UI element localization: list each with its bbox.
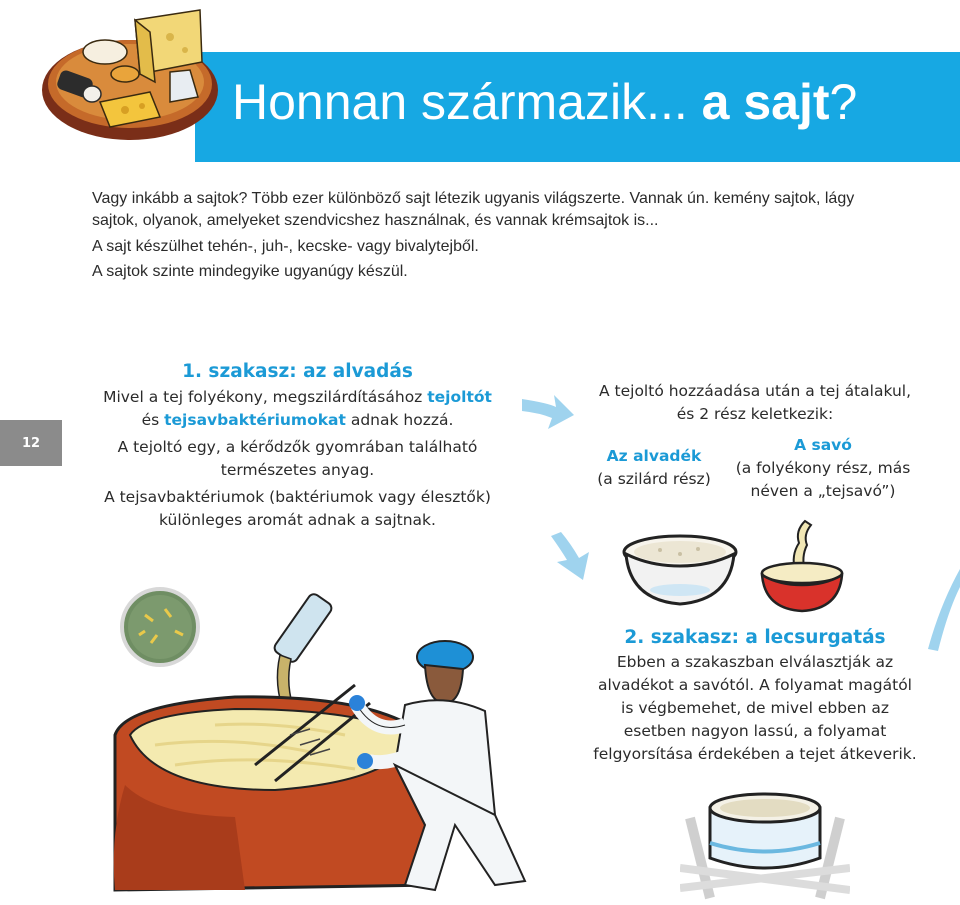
stage1-line: természetes anyag. [220, 461, 375, 479]
cheesemaker-illustration [95, 585, 565, 900]
stage2-line: alvadékot a savótól. A folyamat magától [598, 676, 912, 694]
curd-title: Az alvadék [606, 447, 702, 465]
bacteria-term: tejsavbaktériumokat [164, 411, 346, 429]
curd-desc: (a szilárd rész) [597, 470, 711, 488]
rennet-term: tejoltót [427, 388, 492, 406]
stage1-line: A tejoltó egy, a kérődzők gyomrában található [117, 438, 478, 456]
intro-line: Vagy inkább a sajtok? Több ezer különböző sajt létezik ugyanis világszerte. Vannak ún. kemény sajtok, lágy [92, 190, 855, 207]
stage1-heading: 1. szakasz: az alvadás [182, 361, 413, 382]
stage1-line: Mivel a tej folyékony, megszilárdításához tejoltót [103, 388, 492, 406]
intro-line: sajtok, olyanok, amelyeket szendvicshez használnak, és vannak krémsajtok is... [92, 212, 659, 229]
stage2-line: Ebben a szakaszban elválasztják az [616, 653, 894, 671]
stage2-block [590, 625, 920, 766]
result-line: A tejoltó hozzáadása után a tej átalakul, [599, 382, 911, 400]
stage1-line: és tejsavbaktériumokat adnak hozzá. [141, 411, 454, 429]
page-number-tab [0, 420, 62, 466]
stage1-block [85, 358, 510, 532]
stage2-line: is végbemehet, de mivel ebben az [621, 699, 889, 717]
whey-bowl-illustration [755, 515, 850, 615]
whey-label [730, 434, 916, 503]
whey-desc: (a folyékony rész, más [735, 459, 911, 477]
page-title: Honnan származik... a sajt? [232, 74, 858, 130]
arrow-right-icon [518, 385, 578, 435]
whey-desc: néven a „tejsavó”) [750, 482, 896, 500]
stage2-heading: 2. szakasz: a lecsurgatás [624, 627, 886, 648]
intro-line: A sajt készülhet tehén-, juh-, kecske- vagy bivalytejből. [92, 238, 479, 255]
result-intro [590, 380, 920, 426]
page-number: 12 [21, 435, 41, 451]
intro-line: A sajtok szinte mindegyike ugyanúgy készül. [92, 263, 408, 280]
arrow-down-icon [545, 530, 600, 585]
stage1-line: A tejsavbaktériumok (baktériumok vagy élesztők) [104, 488, 491, 506]
stage1-line: különleges aromát adnak a sajtnak. [159, 511, 436, 529]
whey-title: A savó [794, 436, 852, 454]
draining-mould-illustration [680, 778, 850, 903]
curd-label [590, 445, 718, 491]
curve-arrow-icon [920, 565, 960, 655]
result-line: és 2 rész keletkezik: [676, 405, 834, 423]
cheese-board-illustration [30, 2, 220, 152]
stage2-line: esetben nagyon lassú, a folyamat [623, 722, 887, 740]
stage2-line: felgyorsítása érdekében a tejet átkeverik. [593, 745, 917, 763]
curd-bowl-illustration [620, 530, 740, 610]
